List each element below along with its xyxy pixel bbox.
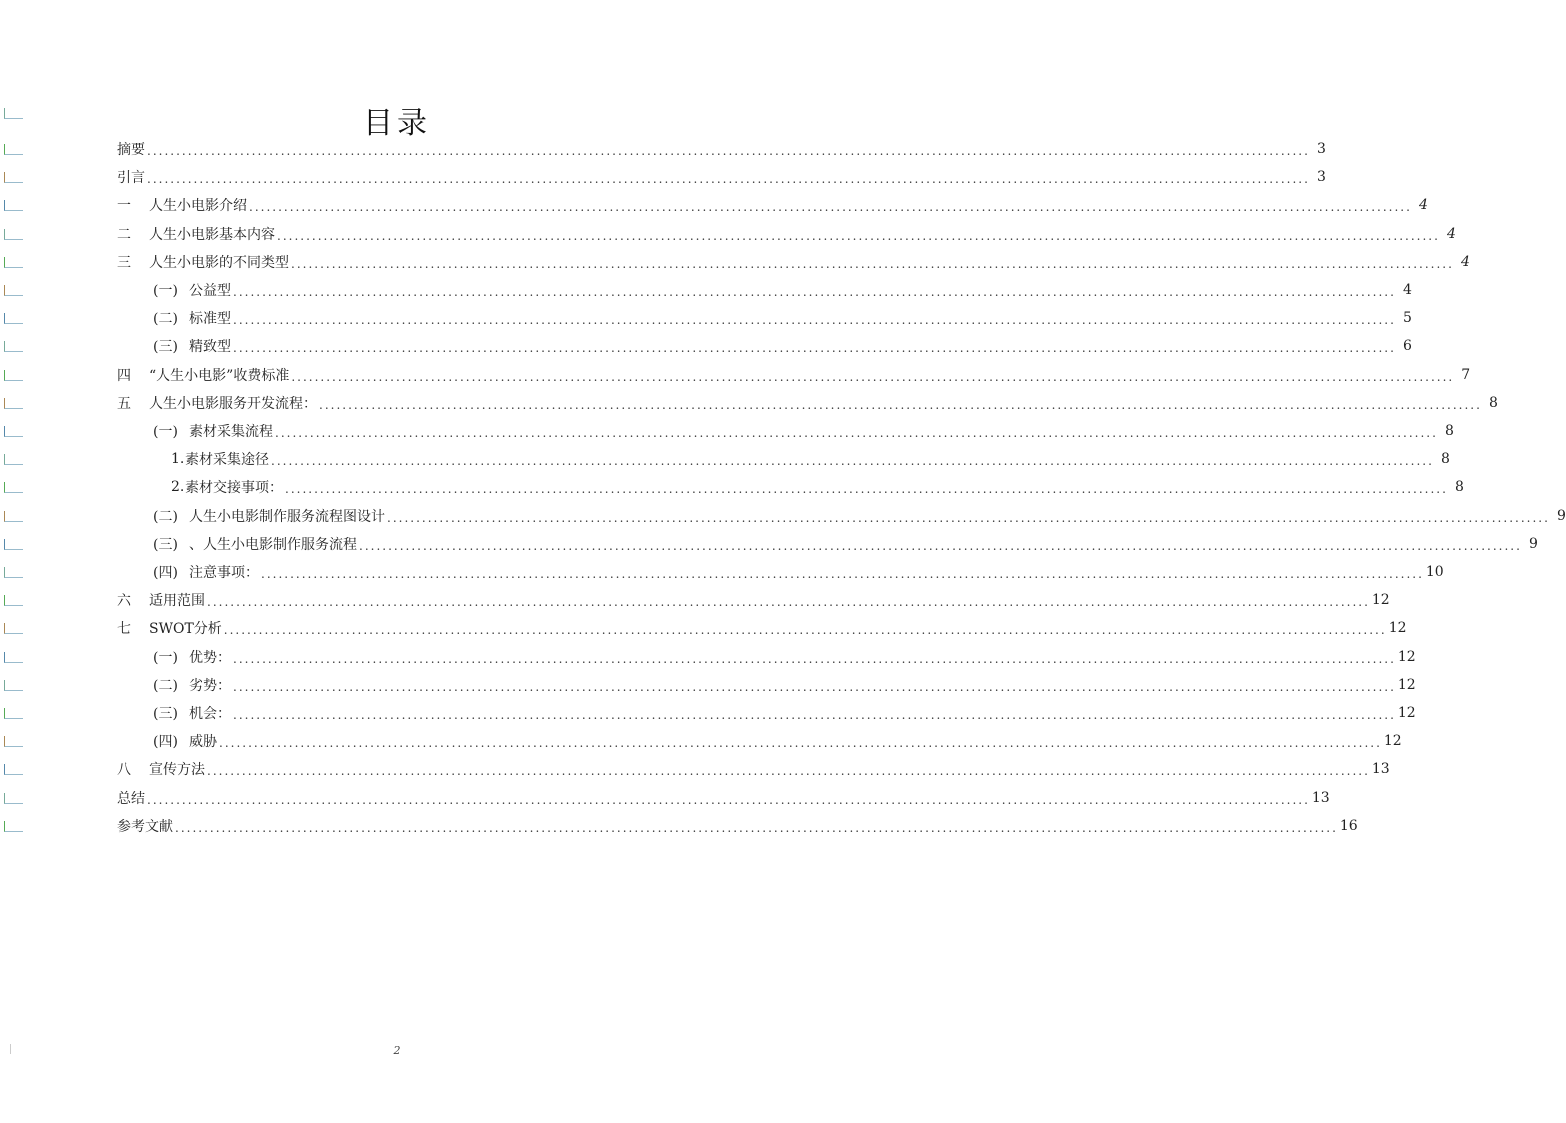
toc-entry-number: (四) xyxy=(153,734,178,751)
margin-mark xyxy=(4,257,23,268)
toc-leader-dots: ........................................................................................................................................................................................................ xyxy=(147,172,1310,187)
toc-entry-title: 优势： xyxy=(189,649,231,666)
margin-mark xyxy=(4,313,23,324)
toc-entry[interactable] xyxy=(117,615,1407,641)
toc-leader-dots: ........................................................................................................................................................................................................ xyxy=(207,764,1370,779)
margin-mark xyxy=(4,680,23,691)
toc-entry-title: 标准型 xyxy=(189,311,231,328)
page-number: 2 xyxy=(393,1044,401,1057)
toc-leader-dots: ........................................................................................................................................................................................................ xyxy=(147,144,1310,158)
toc-entry-page: 12 xyxy=(1397,676,1416,693)
toc-entry-title: 素材交接事项： xyxy=(185,480,283,497)
toc-entry[interactable] xyxy=(117,305,1412,331)
toc-entry-number: (二) xyxy=(153,508,178,525)
toc-entry[interactable] xyxy=(117,418,1454,444)
toc-entry-page: 3 xyxy=(1316,169,1326,186)
toc-entry[interactable] xyxy=(117,700,1416,726)
toc-entry[interactable] xyxy=(117,644,1416,670)
margin-mark xyxy=(4,567,23,578)
toc-entry[interactable] xyxy=(117,221,1456,247)
margin-mark xyxy=(4,736,23,747)
toc-entry[interactable] xyxy=(117,446,1450,472)
toc-entry-number: (三) xyxy=(153,339,178,356)
margin-mark xyxy=(4,482,23,493)
toc-entry-page: 13 xyxy=(1371,761,1390,778)
toc-entry-title: 宣传方法 xyxy=(149,762,205,779)
toc-entry[interactable] xyxy=(117,136,1326,162)
toc-leader-dots: ........................................................................................................................................................................................................ xyxy=(291,256,1454,271)
margin-mark xyxy=(4,764,23,775)
toc-entry[interactable] xyxy=(117,559,1444,585)
toc-entry-number: (三) xyxy=(153,706,178,722)
toc-entry-page: 8 xyxy=(1440,451,1450,468)
toc-entry-number: 八 xyxy=(117,762,131,779)
toc-entry-title: 、人生小电影制作服务流程 xyxy=(189,536,357,553)
toc-entry-number: (三) xyxy=(153,536,178,553)
margin-mark xyxy=(4,172,23,183)
toc-entry-page: 12 xyxy=(1371,592,1390,609)
toc-entry-page: 8 xyxy=(1444,423,1454,439)
toc-entry-page: 3 xyxy=(1316,141,1326,157)
toc-entry-page: 16 xyxy=(1339,817,1358,834)
toc-entry[interactable] xyxy=(117,474,1464,500)
toc-entry-number: (一) xyxy=(153,424,178,440)
margin-mark xyxy=(4,623,23,634)
margin-mark xyxy=(4,793,23,804)
toc-leader-dots: ........................................................................................................................................................................................................ xyxy=(175,820,1338,835)
toc-entry-title: 注意事项： xyxy=(189,565,259,581)
margin-mark xyxy=(4,370,23,381)
toc-entry-page: 6 xyxy=(1402,338,1412,355)
toc-entry-number: (二) xyxy=(153,311,178,328)
margin-mark xyxy=(4,708,23,719)
toc-leader-dots: ........................................................................................................................................................................................................ xyxy=(233,708,1396,722)
margin-mark xyxy=(4,341,23,352)
toc-entry-page: 12 xyxy=(1397,705,1416,721)
toc-entry-title: 人生小电影基本内容 xyxy=(149,226,275,243)
toc-leader-dots: ........................................................................................................................................................................................................ xyxy=(223,623,1387,638)
toc-leader-dots: ........................................................................................................................................................................................................ xyxy=(207,595,1370,610)
toc-entry[interactable] xyxy=(117,362,1471,388)
margin-mark xyxy=(4,144,23,155)
toc-entry-title: 适用范围 xyxy=(149,593,205,610)
margin-mark xyxy=(4,285,23,296)
toc-entry[interactable] xyxy=(117,192,1428,218)
toc-entry-title: “人生小电影”收费标准 xyxy=(149,367,290,384)
margin-mark xyxy=(4,511,23,522)
toc-entry[interactable] xyxy=(117,756,1390,782)
toc-entry-page: 9 xyxy=(1528,535,1538,552)
toc-entry-number: 五 xyxy=(117,395,131,412)
toc-leader-dots: ........................................................................................................................................................................................................ xyxy=(275,426,1438,440)
margin-marks xyxy=(4,100,24,860)
toc-leader-dots: ........................................................................................................................................................................................................ xyxy=(387,510,1550,525)
toc-entry-page: 12 xyxy=(1383,733,1402,750)
toc-leader-dots: ........................................................................................................................................................................................................ xyxy=(261,567,1424,581)
toc-entry-number: 三 xyxy=(117,254,131,271)
toc-leader-dots: ........................................................................................................................................................................................................ xyxy=(233,341,1396,356)
toc-entry-title: 引言 xyxy=(117,170,145,187)
toc-entry-number: 七 xyxy=(117,621,131,638)
toc-entry-number: 六 xyxy=(117,593,131,610)
toc-entry[interactable] xyxy=(117,531,1538,557)
toc-entry-title: 素材采集途径 xyxy=(185,452,269,469)
toc-entry[interactable] xyxy=(117,587,1390,613)
toc-entry-title: 摘要 xyxy=(117,142,145,158)
toc-entry-page: 10 xyxy=(1425,564,1444,580)
toc-leader-dots: ........................................................................................................................................................................................................ xyxy=(271,454,1434,469)
toc-leader-dots: ........................................................................................................................................................................................................ xyxy=(147,792,1310,807)
toc-entry[interactable] xyxy=(117,277,1412,303)
toc-entry-number: (二) xyxy=(153,677,178,694)
toc-entry-title: 劣势： xyxy=(189,677,231,694)
toc-entry[interactable] xyxy=(117,785,1330,811)
toc-entry-title: 人生小电影服务开发流程： xyxy=(149,395,317,412)
toc-entry-title: 人生小电影制作服务流程图设计 xyxy=(189,508,385,525)
toc-entry-page: 4 xyxy=(1460,253,1470,270)
toc-entry[interactable] xyxy=(117,249,1470,275)
toc-entry-title: 参考文献 xyxy=(117,818,173,835)
toc-entry-number: 一 xyxy=(117,198,131,215)
toc-entry[interactable] xyxy=(117,390,1498,416)
toc-entry-page: 12 xyxy=(1388,620,1407,637)
margin-mark xyxy=(4,539,23,550)
margin-mark xyxy=(4,200,23,211)
toc-leader-dots: ........................................................................................................................................................................................................ xyxy=(359,538,1522,553)
toc-entry-title: 人生小电影介绍 xyxy=(149,198,247,215)
margin-mark xyxy=(4,595,23,606)
toc-entry-title: 机会： xyxy=(189,706,231,722)
margin-mark xyxy=(4,652,23,663)
toc-entry[interactable] xyxy=(117,164,1326,190)
toc-entry-number: (一) xyxy=(153,649,178,666)
toc-entry-number: (四) xyxy=(153,565,178,581)
toc-entry-title: 总结 xyxy=(117,790,145,807)
toc-entry[interactable] xyxy=(117,813,1358,839)
toc-entry-page: 9 xyxy=(1556,507,1566,524)
margin-mark xyxy=(4,229,23,240)
toc-entry-number: 四 xyxy=(117,367,131,384)
toc-entry-number: 2. xyxy=(171,479,185,496)
toc-entry-number: 1. xyxy=(171,451,185,468)
toc-entry-title: SWOT分析 xyxy=(149,621,222,638)
toc-title: 目录 xyxy=(363,106,431,141)
toc-entry[interactable] xyxy=(117,672,1416,698)
toc-entry-number: (一) xyxy=(153,283,178,299)
margin-mark xyxy=(4,398,23,409)
toc-entry[interactable] xyxy=(117,333,1412,359)
toc-entry-title: 精致型 xyxy=(189,339,231,356)
toc-leader-dots: ........................................................................................................................................................................................................ xyxy=(249,200,1412,215)
toc-leader-dots: ........................................................................................................................................................................................................ xyxy=(285,482,1448,497)
toc-leader-dots: ........................................................................................................................................................................................................ xyxy=(233,285,1396,299)
toc-leader-dots: ........................................................................................................................................................................................................ xyxy=(277,228,1440,243)
toc-entry-page: 7 xyxy=(1461,366,1471,383)
toc-leader-dots: ........................................................................................................................................................................................................ xyxy=(233,651,1396,666)
toc-leader-dots: ........................................................................................................................................................................................................ xyxy=(233,313,1396,328)
toc-entry-title: 素材采集流程 xyxy=(189,424,273,440)
toc-entry-page: 13 xyxy=(1311,789,1330,806)
margin-mark xyxy=(4,426,23,437)
toc-leader-dots: ........................................................................................................................................................................................................ xyxy=(219,736,1382,751)
toc-leader-dots: ........................................................................................................................................................................................................ xyxy=(233,679,1396,694)
toc-entry-page: 4 xyxy=(1446,225,1456,242)
toc-entry-page: 5 xyxy=(1402,310,1412,327)
toc-entry-number: 二 xyxy=(117,226,131,243)
toc-entry-page: 4 xyxy=(1418,197,1428,214)
toc-leader-dots: ........................................................................................................................................................................................................ xyxy=(291,369,1455,384)
toc-leader-dots: ........................................................................................................................................................................................................ xyxy=(319,397,1482,412)
toc-entry-page: 8 xyxy=(1488,394,1498,411)
toc-entry-page: 4 xyxy=(1402,282,1412,298)
toc-entry-title: 公益型 xyxy=(189,283,231,299)
toc-entry[interactable] xyxy=(117,503,1566,529)
toc-entry-page: 12 xyxy=(1397,648,1416,665)
toc-entry-page: 8 xyxy=(1454,479,1464,496)
margin-mark xyxy=(4,454,23,465)
toc-entry-title: 威胁 xyxy=(189,734,217,751)
toc-entry-title: 人生小电影的不同类型 xyxy=(149,254,289,271)
toc-entry[interactable] xyxy=(117,728,1402,754)
margin-mark xyxy=(4,821,23,832)
